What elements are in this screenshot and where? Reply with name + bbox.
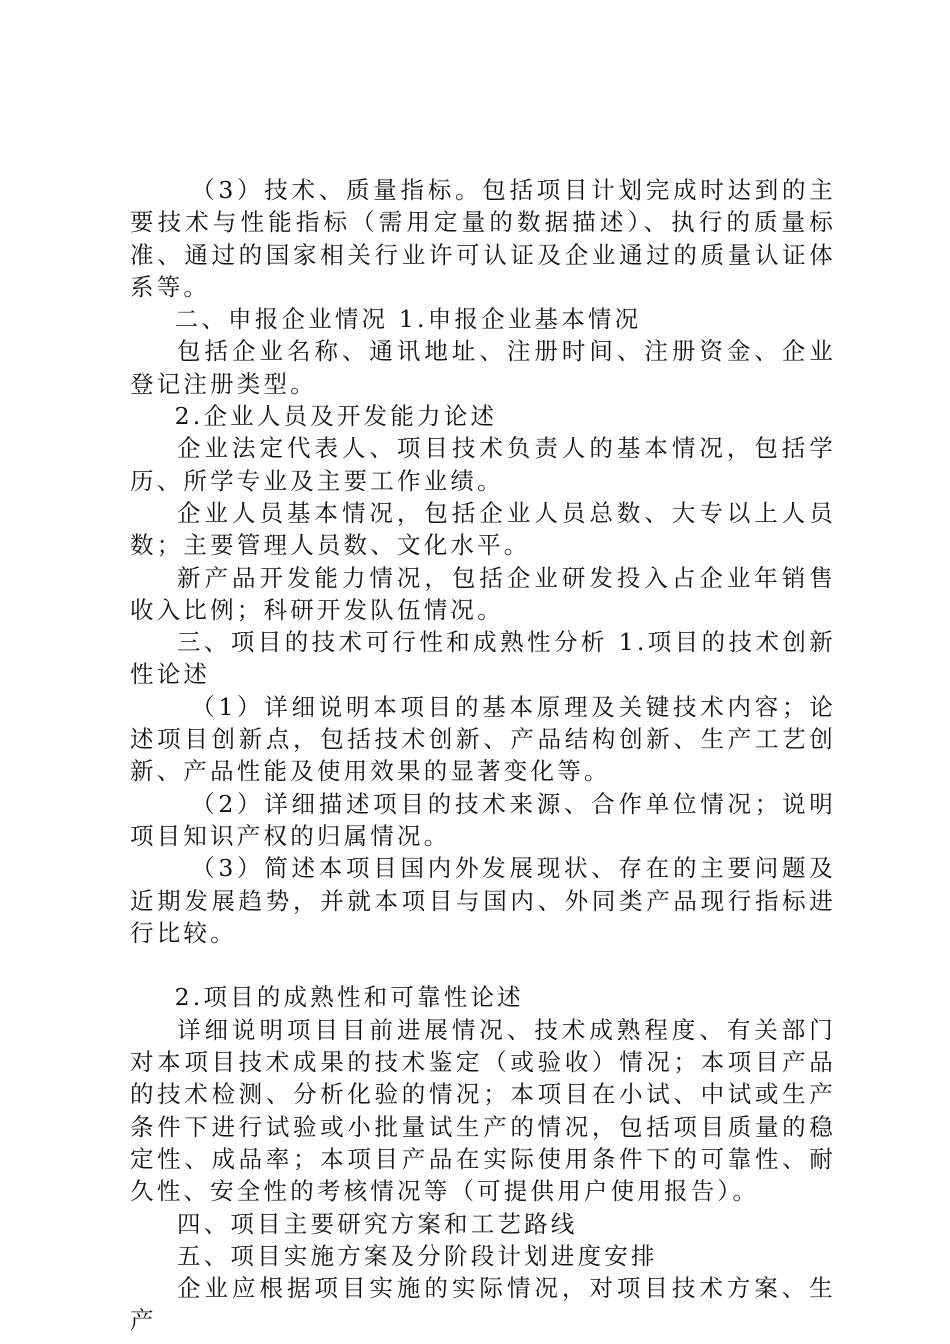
heading-research-plan: 四、项目主要研究方案和工艺路线 (177, 1209, 578, 1238)
paragraph-development-capability: 新产品开发能力情况，包括企业研发投入占企业年销售收入比例；科研开发队伍情况。 (130, 563, 836, 624)
document-body (130, 174, 836, 1337)
paragraph-quality-indicators: （3）技术、质量指标。包括项目计划完成时达到的主要技术与性能指标（需用定量的数据描述）、执行的质量标准、通过的国家相关行业许可认证及企业通过的质量认证体系等。 (130, 176, 836, 301)
heading-enterprise-info: 二、申报企业情况 1.申报企业基本情况 (174, 305, 642, 334)
paragraph-innovation-1: （1）详细说明本项目的基本原理及关键技术内容；论述项目创新点，包括技术创新、产品结构创新、生产工艺创新、产品性能及使用效果的显著变化等。 (130, 692, 836, 786)
paragraph-enterprise-basics: 包括企业名称、通讯地址、注册时间、注册资金、企业登记注册类型。 (130, 337, 836, 398)
paragraph-legal-representative: 企业法定代表人、项目技术负责人的基本情况，包括学历、所学专业及主要工作业绩。 (130, 434, 836, 495)
heading-staff-capability: 2.企业人员及开发能力论述 (174, 402, 498, 431)
paragraph-staff-info: 企业人员基本情况，包括企业人员总数、大专以上人员数；主要管理人员数、文化水平。 (130, 498, 836, 560)
blank-line (130, 949, 836, 981)
heading-technical-feasibility: 三、项目的技术可行性和成熟性分析 1.项目的技术创新性论述 (130, 628, 836, 689)
heading-maturity-reliability: 2.项目的成熟性和可靠性论述 (174, 983, 524, 1012)
paragraph-innovation-3: （3）简述本项目国内外发展现状、存在的主要问题及近期发展趋势，并就本项目与国内、外同类产品现行指标进行比较。 (130, 854, 836, 947)
paragraph-innovation-2: （2）详细描述项目的技术来源、合作单位情况；说明项目知识产权的归属情况。 (130, 789, 836, 850)
heading-implementation-plan: 五、项目实施方案及分阶段计划进度安排 (177, 1241, 658, 1270)
paragraph-maturity-details: 详细说明项目目前进展情况、技术成熟程度、有关部门对本项目技术成果的技术鉴定（或验收）情况；本项目产品的技术检测、分析化验的情况；本项目在小试、中试或生产条件下进行试验或小批量试生产的情况，包括项目质量的稳定性、成品率；本项目产品在实际使用条件下的可靠性、耐久性、安全性的考核情况等（可提供用户使用报告）。 (130, 1015, 836, 1206)
paragraph-implementation-details: 企业应根据项目实施的实际情况，对项目技术方案、生产 (130, 1274, 836, 1335)
